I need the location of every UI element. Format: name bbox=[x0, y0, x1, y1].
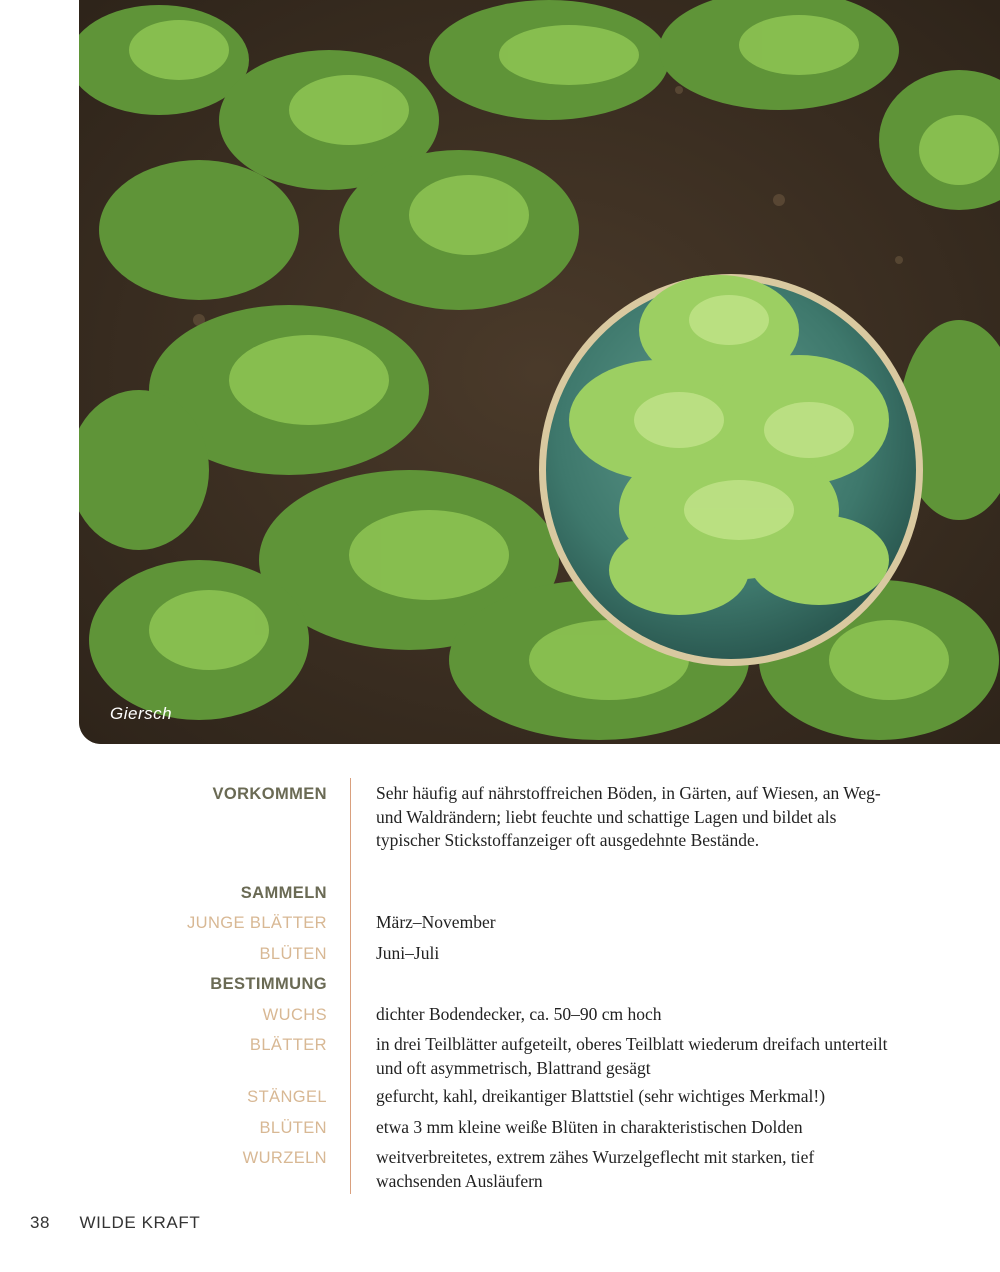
row-label: BLÜTEN bbox=[259, 1119, 327, 1137]
row-label: JUNGE BLÄTTER bbox=[187, 914, 327, 932]
row-value: Juni–Juli bbox=[376, 943, 440, 963]
column-divider bbox=[350, 778, 351, 1194]
row-value: dichter Bodendecker, ca. 50–90 cm hoch bbox=[376, 1004, 662, 1024]
row-value: weitverbreitetes, extrem zähes Wurzelgeflecht mit starken, tief wachsenden Ausläufern bbox=[376, 1147, 815, 1191]
row-label: STÄNGEL bbox=[247, 1088, 327, 1106]
row-value: Sehr häufig auf nährstoffreichen Böden, in Gärten, auf Wiesen, an Weg- und Waldrändern; liebt feuchte und schattige Lagen und bildet als typischer Stickstoffanzeiger oft ausgedehnte Bestände. bbox=[376, 783, 881, 850]
row-value: etwa 3 mm kleine weiße Blüten in charakteristischen Dolden bbox=[376, 1117, 803, 1137]
row-label: WURZELN bbox=[242, 1149, 327, 1167]
row-label: BESTIMMUNG bbox=[210, 975, 327, 993]
row-value: in drei Teilblätter aufgeteilt, oberes Teilblatt wiederum dreifach unterteilt und oft asymmetrisch, Blattrand gesägt bbox=[376, 1034, 888, 1078]
row-label: WUCHS bbox=[262, 1006, 327, 1024]
row-label: BLÄTTER bbox=[249, 1036, 327, 1054]
photo-caption: Giersch bbox=[110, 704, 173, 723]
row-value: gefurcht, kahl, dreikantiger Blattstiel (sehr wichtiges Merkmal!) bbox=[376, 1086, 826, 1106]
row-label: BLÜTEN bbox=[259, 945, 327, 963]
ground-elder-illustration bbox=[79, 0, 1000, 744]
page-number: 38 bbox=[30, 1213, 51, 1232]
row-label: VORKOMMEN bbox=[212, 785, 327, 803]
book-title: WILDE KRAFT bbox=[79, 1213, 201, 1232]
row-label: SAMMELN bbox=[240, 884, 327, 902]
plant-photo bbox=[79, 0, 1000, 744]
row-value: März–November bbox=[376, 912, 496, 932]
page-footer bbox=[30, 1213, 200, 1233]
